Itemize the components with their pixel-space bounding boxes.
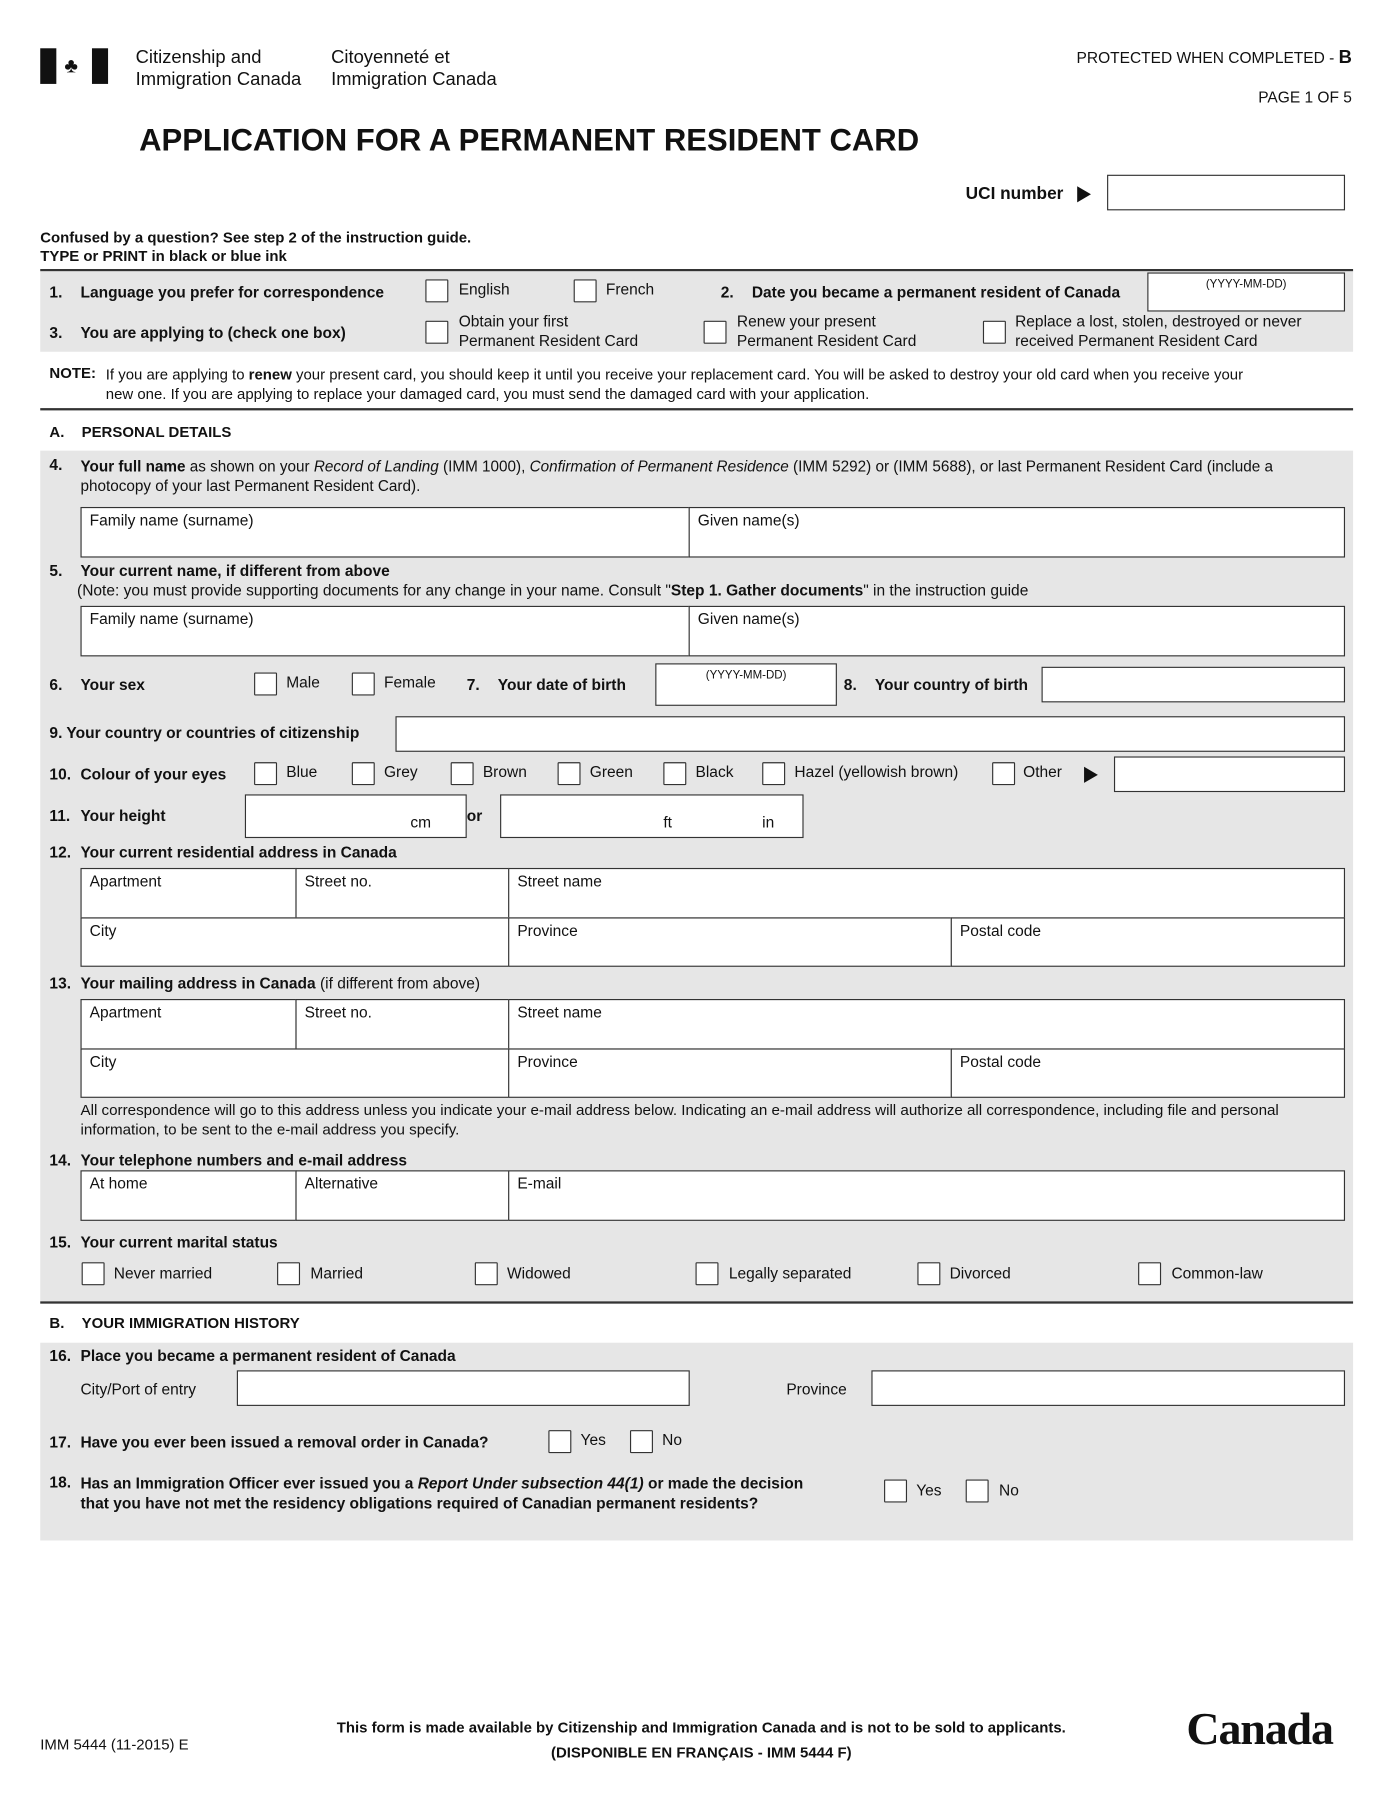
eye-green-label: Green: [589, 763, 633, 781]
pr-date-input[interactable]: [1147, 272, 1345, 311]
correspondence-info: All correspondence will go to this address unless you indicate your e-mail address below. Indicating an e-mail address will authorize all correspondence, including file and personal information, to be sent to the e-mail address you specify.: [80, 1101, 1279, 1139]
res-apartment-input[interactable]: Apartment: [80, 868, 296, 919]
res-city-input[interactable]: City: [80, 917, 509, 966]
date-format-hint: (YYYY-MM-DD): [705, 669, 787, 682]
uci-number-input[interactable]: [1107, 175, 1345, 211]
eye-black-label: Black: [695, 763, 734, 781]
english-label: English: [458, 280, 510, 298]
citizenship-input[interactable]: [395, 716, 1345, 752]
replace-label: Replace a lost, stolen, destroyed or never received Permanent Resident Card: [1015, 312, 1302, 350]
male-checkbox[interactable]: [254, 673, 277, 696]
arrow-right-icon: [1084, 767, 1098, 783]
or-label: or: [466, 807, 483, 825]
height-cm-input[interactable]: [245, 794, 467, 838]
removal-yes-checkbox[interactable]: [548, 1430, 571, 1453]
q6-label: Your sex: [80, 675, 145, 694]
common-law-label: Common-law: [1171, 1264, 1263, 1282]
section-b-title: YOUR IMMIGRATION HISTORY: [81, 1313, 300, 1332]
email-input[interactable]: E-mail: [508, 1170, 1345, 1221]
protected-label: PROTECTED WHEN COMPLETED - B: [1076, 48, 1352, 68]
section-a-title: PERSONAL DETAILS: [81, 423, 232, 441]
q14-number: 14.: [49, 1151, 72, 1170]
mail-apartment-input[interactable]: Apartment: [80, 999, 296, 1050]
q16-number: 16.: [49, 1347, 72, 1365]
french-label: French: [605, 280, 655, 298]
q8-number: 8.: [843, 675, 857, 694]
q5-number: 5.: [49, 562, 63, 580]
province-label: Province: [786, 1380, 847, 1398]
q14-label: Your telephone numbers and e-mail address: [80, 1151, 408, 1170]
date-format-hint: (YYYY-MM-DD): [1205, 278, 1287, 291]
q5-label: Your current name, if different from above: [80, 562, 390, 580]
married-checkbox[interactable]: [277, 1262, 300, 1285]
department-name-fr: Citoyenneté et Immigration Canada: [331, 48, 497, 90]
eye-other-checkbox[interactable]: [992, 762, 1015, 785]
q12-label: Your current residential address in Canada: [80, 843, 397, 862]
province-input[interactable]: [871, 1370, 1345, 1406]
eye-brown-checkbox[interactable]: [451, 762, 474, 785]
common-law-checkbox[interactable]: [1138, 1262, 1161, 1285]
form-title: APPLICATION FOR A PERMANENT RESIDENT CARD: [139, 123, 920, 158]
res-street-no-input[interactable]: Street no.: [295, 868, 509, 919]
mail-city-input[interactable]: City: [80, 1048, 509, 1097]
q12-number: 12.: [49, 843, 72, 862]
form-id: IMM 5444 (11-2015) E: [40, 1735, 189, 1754]
ft-unit: ft: [663, 813, 672, 832]
mail-province-input[interactable]: Province: [508, 1048, 952, 1097]
mail-postal-code-input[interactable]: Postal code: [951, 1048, 1345, 1097]
current-family-name-input[interactable]: Family name (surname): [80, 606, 689, 657]
female-label: Female: [383, 673, 436, 691]
full-family-name-input[interactable]: Family name (surname): [80, 507, 689, 558]
mail-street-name-input[interactable]: Street name: [508, 999, 1345, 1050]
date-of-birth-input[interactable]: [655, 663, 837, 706]
report-yes-label: Yes: [916, 1481, 942, 1500]
current-given-name-input[interactable]: Given name(s): [689, 606, 1345, 657]
eye-blue-checkbox[interactable]: [254, 762, 277, 785]
legally-separated-checkbox[interactable]: [696, 1262, 719, 1285]
mail-street-no-input[interactable]: Street no.: [295, 999, 509, 1050]
french-checkbox[interactable]: [574, 279, 597, 302]
phone-home-input[interactable]: At home: [80, 1170, 296, 1221]
q11-number: 11.: [49, 807, 71, 825]
q8-label: Your country of birth: [874, 675, 1029, 694]
q15-label: Your current marital status: [80, 1233, 278, 1251]
female-checkbox[interactable]: [352, 673, 375, 696]
report-yes-checkbox[interactable]: [884, 1480, 907, 1503]
section-b-letter: B.: [49, 1313, 65, 1332]
q5-note: (Note: you must provide supporting documents for any change in your name. Consult "Step 1. Gather documents" in the instruction guide: [77, 581, 1029, 599]
eye-other-input[interactable]: [1114, 756, 1345, 792]
q1-number: 1.: [49, 283, 63, 302]
q4-number: 4.: [49, 456, 63, 474]
legally-separated-label: Legally separated: [728, 1264, 852, 1282]
removal-yes-label: Yes: [580, 1431, 606, 1449]
department-name-en: Citizenship and Immigration Canada: [135, 48, 302, 90]
cm-unit: cm: [410, 813, 432, 832]
report-no-checkbox[interactable]: [966, 1480, 989, 1503]
q17-label: Have you ever been issued a removal order in Canada?: [80, 1433, 489, 1451]
eye-grey-label: Grey: [383, 763, 418, 781]
q2-number: 2.: [720, 283, 734, 302]
res-province-input[interactable]: Province: [508, 917, 952, 966]
replace-checkbox[interactable]: [983, 321, 1006, 344]
divorced-checkbox[interactable]: [917, 1262, 940, 1285]
q18-number: 18.: [49, 1473, 72, 1492]
obtain-first-checkbox[interactable]: [425, 321, 448, 344]
note-text: If you are applying to renew your present card, you should keep it until you receive your replacement card. You will be asked to destroy your old card when you receive your new one. If you are applying to replace your damaged card, you must send the damaged card with your application.: [105, 365, 1244, 403]
never-married-label: Never married: [113, 1264, 213, 1282]
french-availability: (DISPONIBLE EN FRANÇAIS - IMM 5444 F): [550, 1743, 852, 1762]
never-married-checkbox[interactable]: [82, 1262, 105, 1285]
q10-number: 10.: [49, 765, 72, 783]
ink-instruction-text: TYPE or PRINT in black or blue ink: [40, 247, 287, 265]
english-checkbox[interactable]: [425, 279, 448, 302]
widowed-label: Widowed: [506, 1264, 571, 1282]
q9-label: 9. Your country or countries of citizenship: [49, 724, 360, 742]
q6-number: 6.: [49, 675, 63, 694]
eye-brown-label: Brown: [482, 763, 527, 781]
q4-label: Your full name as shown on your Record of Landing (IMM 1000), Confirmation of Permanent Residence (IMM 5292) or (IMM 5688), or last Permanent Resident Card (include a photocopy of your last Permanent Resident Card).: [80, 457, 1274, 495]
q1-label: Language you prefer for correspondence: [80, 283, 385, 302]
q7-label: Your date of birth: [497, 675, 626, 694]
port-of-entry-input[interactable]: [237, 1370, 690, 1406]
q3-number: 3.: [49, 324, 63, 342]
divider: [40, 1301, 1353, 1303]
footer-notice: This form is made available by Citizenship and Immigration Canada and is not to be sold to applicants.: [336, 1718, 1066, 1736]
removal-no-checkbox[interactable]: [630, 1430, 653, 1453]
q3-label: You are applying to (check one box): [80, 324, 346, 342]
country-of-birth-input[interactable]: [1042, 667, 1345, 703]
q17-number: 17.: [49, 1433, 72, 1451]
instruction-text: Confused by a question? See step 2 of the instruction guide.: [40, 228, 472, 247]
q16-label: Place you became a permanent resident of Canada: [80, 1347, 456, 1365]
eye-black-checkbox[interactable]: [663, 762, 686, 785]
report-no-label: No: [999, 1481, 1019, 1500]
res-street-name-input[interactable]: Street name: [508, 868, 1345, 919]
male-label: Male: [286, 673, 320, 691]
eye-hazel-label: Hazel (yellowish brown): [794, 763, 959, 781]
q13-label: Your mailing address in Canada (if different from above): [80, 974, 481, 993]
widowed-checkbox[interactable]: [475, 1262, 498, 1285]
height-ft-in-input[interactable]: [500, 794, 803, 838]
q11-label: Your height: [80, 807, 166, 825]
in-unit: in: [762, 813, 775, 832]
eye-grey-checkbox[interactable]: [352, 762, 375, 785]
q18-label: Has an Immigration Officer ever issued you a Report Under subsection 44(1) or made the decision that you have not met the residency obligations required of Canadian permanent residents?: [80, 1474, 804, 1512]
q15-number: 15.: [49, 1233, 72, 1251]
phone-alternative-input[interactable]: Alternative: [295, 1170, 509, 1221]
removal-no-label: No: [662, 1431, 683, 1449]
q7-number: 7.: [466, 675, 480, 694]
eye-other-label: Other: [1023, 763, 1062, 781]
q10-label: Colour of your eyes: [80, 765, 227, 783]
res-postal-code-input[interactable]: Postal code: [951, 917, 1345, 966]
section-a-letter: A.: [49, 423, 65, 441]
q2-label: Date you became a permanent resident of Canada: [751, 283, 1121, 302]
page-number: PAGE 1 OF 5: [1258, 88, 1352, 106]
renew-label: Renew your present Permanent Resident Card: [736, 312, 917, 350]
arrow-right-icon: [1077, 186, 1091, 202]
married-label: Married: [310, 1264, 364, 1282]
eye-green-checkbox[interactable]: [558, 762, 581, 785]
eye-blue-label: Blue: [286, 763, 318, 781]
full-given-name-input[interactable]: Given name(s): [689, 507, 1345, 558]
q13-number: 13.: [49, 974, 72, 993]
divorced-label: Divorced: [949, 1264, 1011, 1282]
renew-checkbox[interactable]: [704, 321, 727, 344]
canada-wordmark-logo: Canada: [1186, 1702, 1333, 1755]
note-label: NOTE:: [49, 364, 96, 382]
obtain-first-label: Obtain your first Permanent Resident Card: [458, 312, 639, 350]
port-of-entry-label: City/Port of entry: [80, 1380, 197, 1398]
eye-hazel-checkbox[interactable]: [762, 762, 785, 785]
divider: [40, 408, 1353, 410]
canada-flag-logo: ♣: [40, 48, 108, 84]
uci-label: UCI number: [965, 183, 1064, 204]
